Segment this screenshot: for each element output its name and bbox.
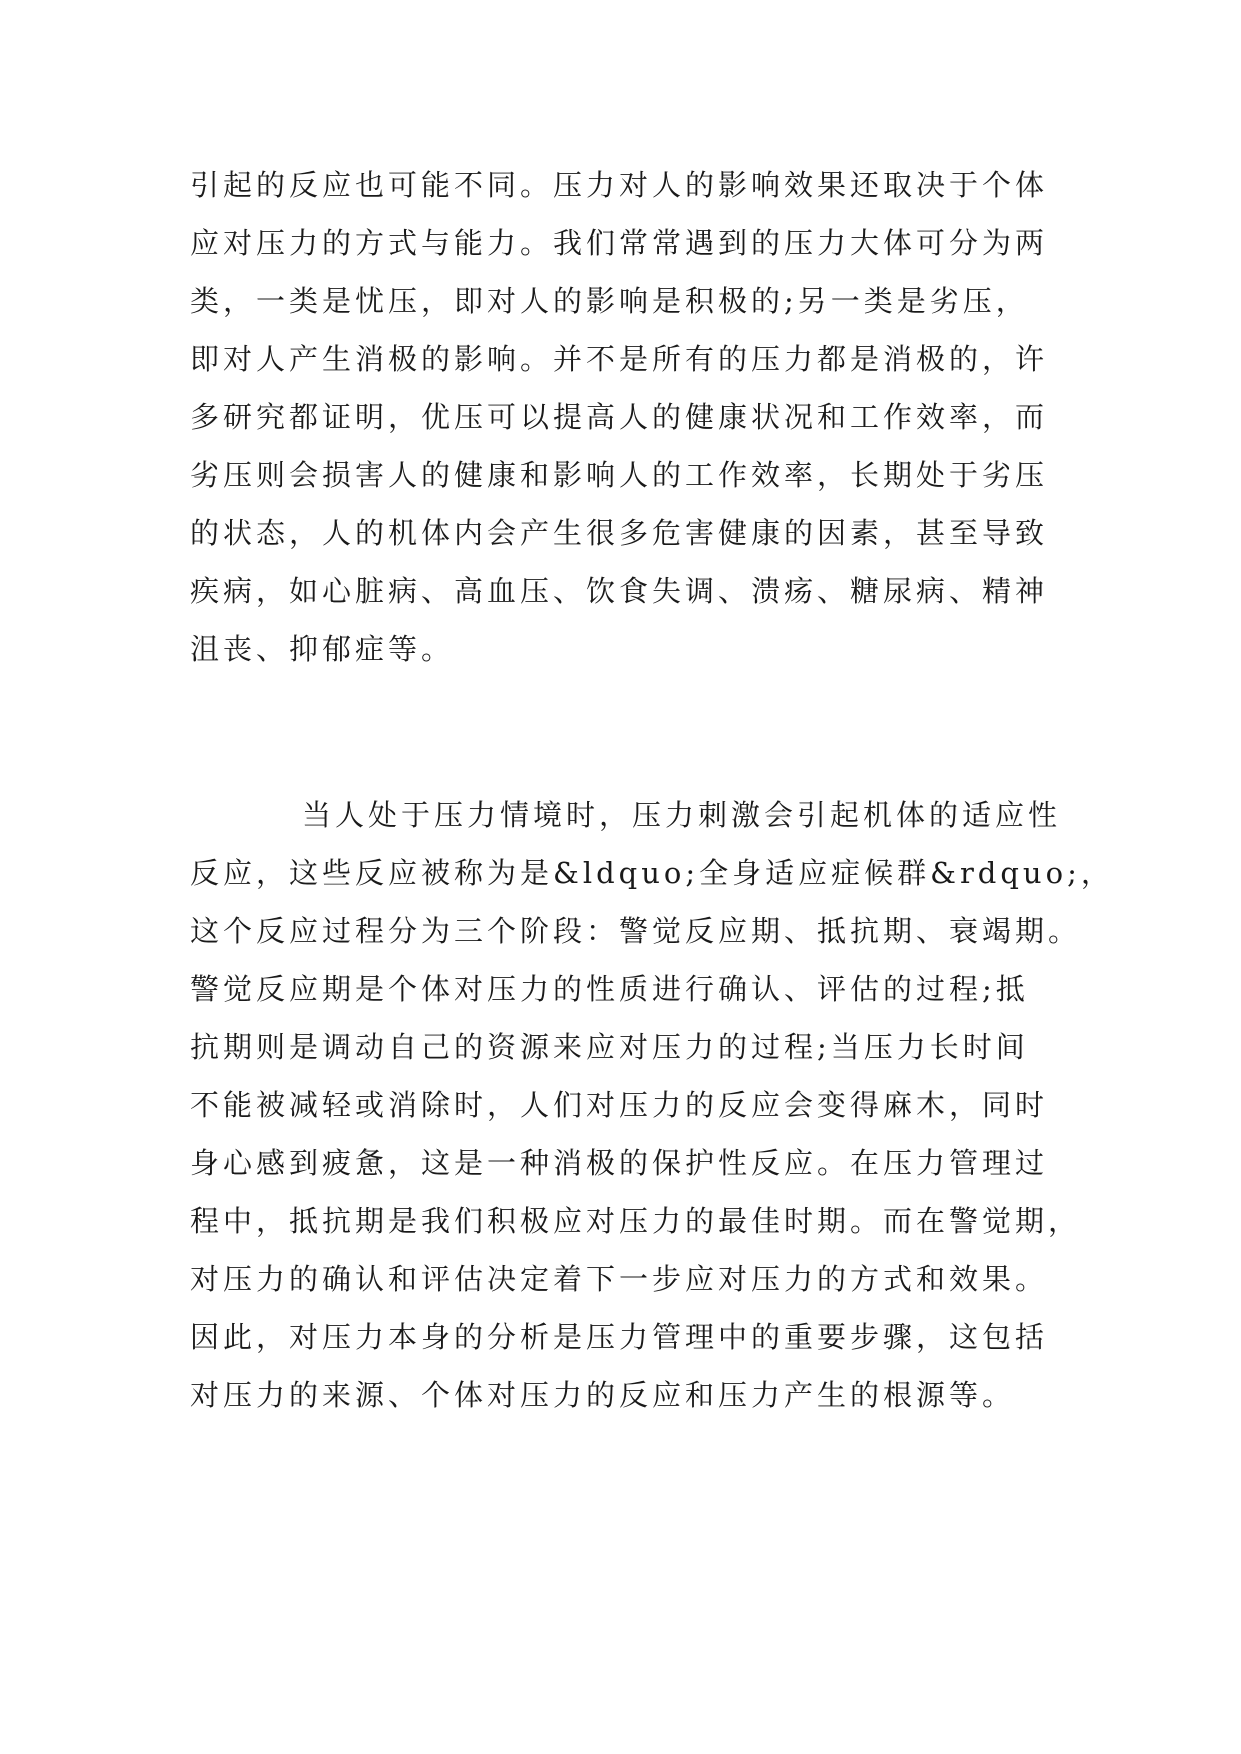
text-line: 沮丧、抑郁症等。: [190, 632, 455, 666]
text-line: 多研究都证明，优压可以提高人的健康状况和工作效率，而: [190, 400, 1049, 434]
text-line: 引起的反应也可能不同。压力对人的影响效果还取决于个体: [190, 168, 1049, 202]
text-line: 疾病，如心脏病、高血压、饮食失调、溃疡、糖尿病、精神: [190, 574, 1049, 608]
text-line: 这个反应过程分为三个阶段：警觉反应期、抵抗期、衰竭期。: [190, 914, 1082, 948]
paragraph-stress-types: [190, 156, 1070, 678]
text-line-indented: 当人处于压力情境时，压力刺激会引起机体的适应性: [302, 798, 1062, 832]
text-line: 应对压力的方式与能力。我们常常遇到的压力大体可分为两: [190, 226, 1049, 260]
text-line: 不能被减轻或消除时，人们对压力的反应会变得麻木，同时: [190, 1088, 1049, 1122]
text-line: 身心感到疲惫，这是一种消极的保护性反应。在压力管理过: [190, 1146, 1049, 1180]
text-line: 程中，抵抗期是我们积极应对压力的最佳时期。而在警觉期，: [190, 1204, 1082, 1238]
text-line: 类，一类是忧压，即对人的影响是积极的;另一类是劣压，: [190, 284, 1029, 318]
text-line: 即对人产生消极的影响。并不是所有的压力都是消极的，许: [190, 342, 1049, 376]
text-line: 对压力的来源、个体对压力的反应和压力产生的根源等。: [190, 1378, 1016, 1412]
text-line: 反应，这些反应被称为是&ldquo;全身适应症候群&rdquo;，: [190, 856, 1114, 890]
paragraph-stress-response: [190, 786, 1114, 1424]
text-line: 的状态，人的机体内会产生很多危害健康的因素，甚至导致: [190, 516, 1049, 550]
text-line: 劣压则会损害人的健康和影响人的工作效率，长期处于劣压: [190, 458, 1049, 492]
text-line: 对压力的确认和评估决定着下一步应对压力的方式和效果。: [190, 1262, 1049, 1296]
text-line: 因此，对压力本身的分析是压力管理中的重要步骤，这包括: [190, 1320, 1049, 1354]
text-line: 抗期则是调动自己的资源来应对压力的过程;当压力长时间: [190, 1030, 1029, 1064]
text-line: 警觉反应期是个体对压力的性质进行确认、评估的过程;抵: [190, 972, 1029, 1006]
